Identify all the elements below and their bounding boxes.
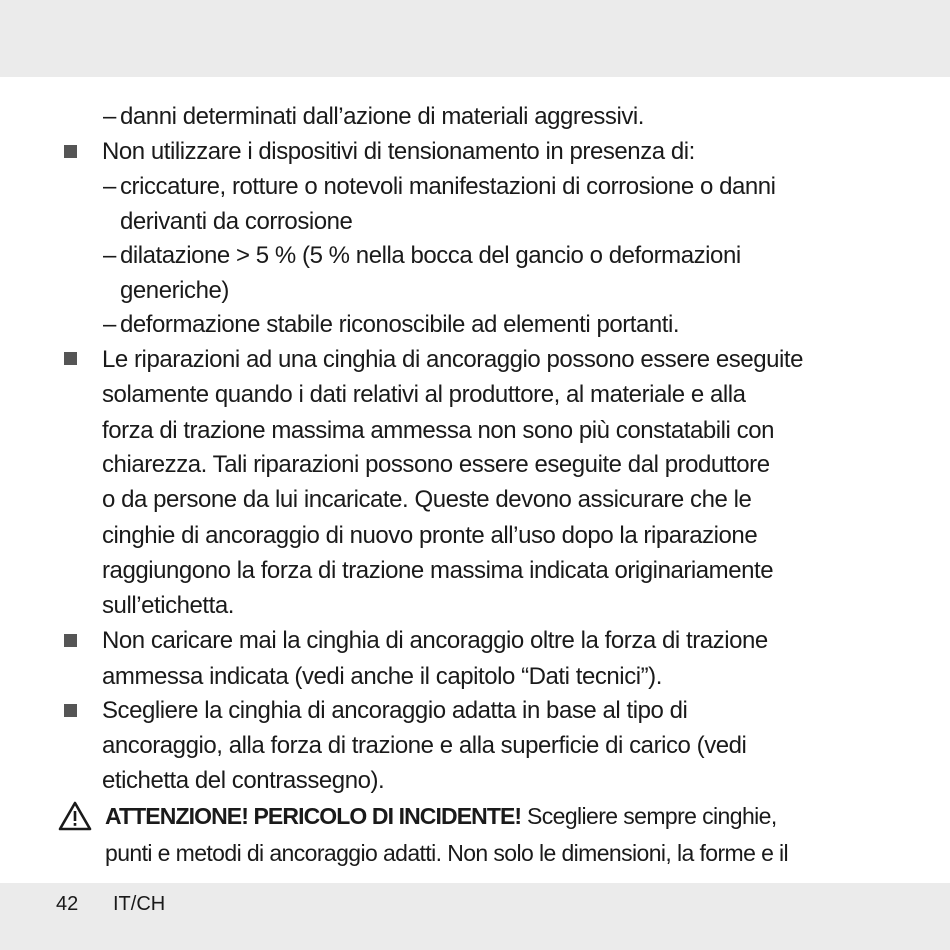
dash-marker: – xyxy=(103,103,117,130)
locale-label: IT/CH xyxy=(113,893,166,915)
list-item-text: deformazione stabile riconoscibile ad elementi portanti. xyxy=(120,311,680,338)
paragraph-text: cinghie di ancoraggio di nuovo pronte all’uso dopo la riparazione xyxy=(102,522,758,549)
list-item-text: danni determinati dall’azione di materiali aggressivi. xyxy=(120,103,644,130)
warning-heading: ATTENZIONE! PERICOLO DI INCIDENTE! xyxy=(105,803,522,829)
list-item-text: derivanti da corrosione xyxy=(120,208,353,235)
page-footer xyxy=(0,883,950,950)
dash-marker: – xyxy=(103,173,117,200)
paragraph-text: solamente quando i dati relativi al produttore, al materiale e alla xyxy=(102,381,746,408)
bullet-square xyxy=(64,704,77,717)
bullet-square xyxy=(64,634,77,647)
warning-text: Scegliere sempre cinghie, xyxy=(521,803,777,829)
paragraph-text: etichetta del contrassegno). xyxy=(102,767,385,794)
list-item-text: generiche) xyxy=(120,277,229,304)
list-item-text: dilatazione > 5 % (5 % nella bocca del gancio o deformazioni xyxy=(120,242,741,269)
paragraph-text: ancoraggio, alla forza di trazione e alla superficie di carico (vedi xyxy=(102,732,747,759)
paragraph-text: Non utilizzare i dispositivi di tensionamento in presenza di: xyxy=(102,138,695,165)
warning-triangle-icon xyxy=(58,801,92,831)
paragraph-text: chiarezza. Tali riparazioni possono essere eseguite dal produttore xyxy=(102,451,770,478)
paragraph-text: Le riparazioni ad una cinghia di ancoraggio possono essere eseguite xyxy=(102,346,804,373)
paragraph-text: o da persone da lui incaricate. Queste devono assicurare che le xyxy=(102,486,752,513)
bullet-square xyxy=(64,352,77,365)
list-item-text: criccature, rotture o notevoli manifestazioni di corrosione o danni xyxy=(120,173,776,200)
paragraph-text: raggiungono la forza di trazione massima indicata originariamente xyxy=(102,557,774,584)
document-page xyxy=(0,77,950,883)
dash-marker: – xyxy=(103,242,117,269)
page-number: 42 xyxy=(56,893,79,915)
paragraph-text: Non caricare mai la cinghia di ancoraggio oltre la forza di trazione xyxy=(102,627,768,654)
paragraph-text: Scegliere la cinghia di ancoraggio adatta in base al tipo di xyxy=(102,697,688,724)
paragraph-text: ammessa indicata (vedi anche il capitolo “Dati tecnici”). xyxy=(102,663,662,690)
dash-marker: – xyxy=(103,311,117,338)
paragraph-text: forza di trazione massima ammessa non sono più constatabili con xyxy=(102,417,774,444)
paragraph-text: sull’etichetta. xyxy=(102,592,234,619)
warning-text: punti e metodi di ancoraggio adatti. Non solo le dimensioni, la forme e il xyxy=(105,840,789,866)
warning-line-1 xyxy=(105,799,777,834)
bullet-square xyxy=(64,145,77,158)
